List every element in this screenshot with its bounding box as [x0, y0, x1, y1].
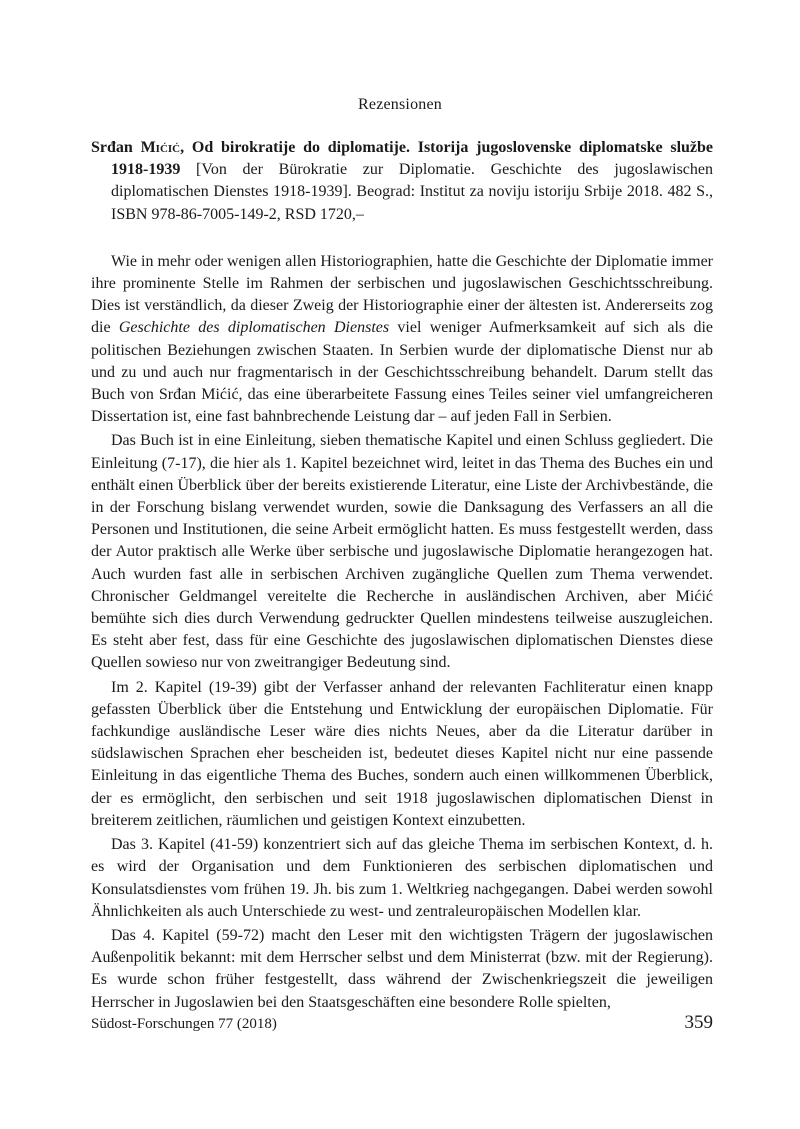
page-content [91, 137, 713, 1016]
paragraph-1 [91, 251, 713, 429]
paragraph-5 [91, 925, 713, 1014]
paragraph-text: Das Buch ist in eine Einleitung, sieben thematische Kapitel und einen Schluss gegliedert. Die Einleitung (7-17), die hier als 1. Kapitel bezeichnet wird, leitet in das Thema des Buches ein und enthält einen Überblick über der bereits existierende Literatur, eine Liste der Archivbestände, die in der Forschung bislang verwendet wurden, sowie die Danksagung des Verfassers an all die Personen und Institutionen, die seine Arbeit ermöglicht hatten. Es muss festgestellt werden, dass der Autor praktisch alle Werke über serbische und jugoslawische Diplomatie herangezogen hat. Auch wurden fast alle in serbischen Archiven zugängliche Quellen zum Thema verwendet. Chronischer Geldmangel vereitelte die Recherche in ausländischen Archiven, aber Mićić bemühte sich dies durch Verwendung gedruckter Quellen mindestens teilweise auszugleichen. Es steht aber fest, dass für eine Geschichte des jugoslawischen diplomatischen Dienstes diese Quellen sowieso nur von zweitrangiger Bedeutung sind. [91, 432, 713, 672]
paragraph-text: viel weniger Aufmerksamkeit auf sich als die politischen Beziehungen zwischen Staaten. In Serbien wurde der diplomatische Dienst nur ab und zu und auch nur fragmentarisch in der Geschichtsschreibung behandelt. Darum stellt das Buch von Srđan Mićić, das eine überarbeitete Fassung eines Teiles seiner viel umfangreicheren Dissertation ist, eine fast bahnbrechende Leistung dar – auf jeden Fall in Serbien. [91, 319, 714, 426]
page-number: 359 [684, 1012, 713, 1033]
review-book-details: [Von der Bürokratie zur Diplomatie. Geschichte des jugoslawischen diplomatischen Dienstes 1918-1939]. Beograd: Institut za noviju istoriju Srbije 2018. 482 S., ISBN 978-86-7005-149-2, RSD 1720,– [111, 161, 713, 223]
paragraph-2 [91, 430, 713, 674]
running-head: Rezensionen [358, 96, 442, 113]
paragraph-text: Das 4. Kapitel (59-72) macht den Leser mit den wichtigsten Trägern der jugoslawischen Außenpolitik bekannt: mit dem Herrscher selbst und dem Ministerrat (bzw. mit der Regierung). Es wurde schon früher festgestellt, dass während der Zwischenkriegszeit die jeweiligen Herrscher in Jugoslawien bei den Staatsgeschäften eine besondere Rolle spielten, [91, 926, 713, 1011]
paragraph-text: Im 2. Kapitel (19-39) gibt der Verfasser anhand der relevanten Fachliteratur einen knapp gefassten Überblick über die Entstehung und Entwicklung der europäischen Diplomatie. Für fachkundige ausländische Leser wäre dies nichts Neues, aber da die Literatur darüber in südslawischen Sprachen eher bescheiden ist, bedeutet dieses Kapitel nicht nur eine passende Einleitung in das eigentliche Thema des Buches, sondern auch einen willkommenen Überblick, der es ermöglicht, den serbischen und seit 1918 jugoslawischen diplomatischen Dienst in breiterem zeitlichen, räumlichen und geistigen Kontext einzubetten. [91, 678, 713, 829]
paragraph-text: Wie in mehr oder wenigen allen Historiographien, hatte die Geschichte der Diplomatie immer ihre prominente Stelle im Rahmen der serbischen und jugoslawischen Geschichtsschreibung. Dies ist verständlich, da dieser Zweig der Historiographie einer der ältesten ist. Andererseits zog die [91, 252, 713, 337]
paragraph-text: Das 3. Kapitel (41-59) konzentriert sich auf das gleiche Thema im serbischen Kontext, d. h. es wird der Organisation und dem Funktionieren des serbischen diplomatischen und Konsulatsdienstes vom frühen 19. Jh. bis zum 1. Weltkrieg nachgegangen. Dabei werden sowohl Ähnlichkeiten als auch Unterschiede zu west- und zentraleuropäischen Modellen klar. [91, 836, 713, 920]
paragraph-3 [91, 677, 713, 832]
footer-journal: Südost-Forschungen 77 (2018) [91, 1016, 277, 1032]
review-bibliography [91, 137, 713, 226]
review-author-last: Mićić [140, 139, 181, 156]
review-book-title: , Od birokratije do diplomatije. Istorija jugoslovenske diplomatske službe 1918-1939 [111, 139, 714, 179]
review-author-first: Srđan [91, 139, 141, 156]
paragraph-italic-text: Geschichte des diplomatischen Dienstes [118, 319, 390, 337]
paragraph-4 [91, 834, 713, 923]
